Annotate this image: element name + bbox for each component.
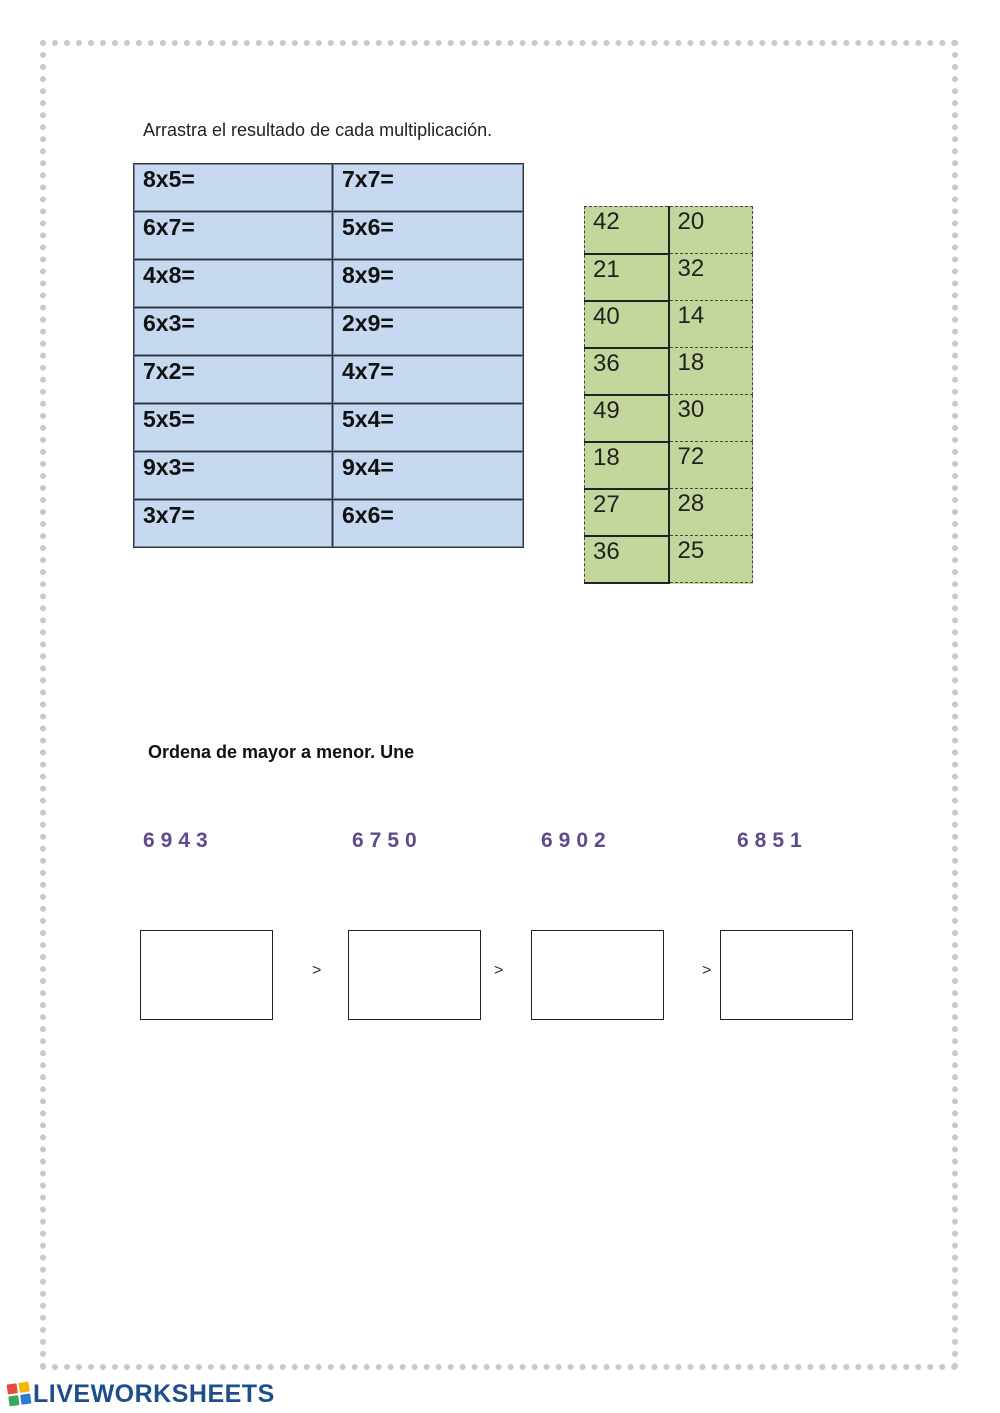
question-cell: 6x3= xyxy=(134,308,333,356)
question-cell: 3x7= xyxy=(134,500,333,548)
answer-tile[interactable]: 20 xyxy=(669,207,753,254)
answer-tile[interactable]: 14 xyxy=(669,301,753,348)
table-row xyxy=(134,164,524,212)
brand-name: LIVEWORKSHEETS xyxy=(33,1379,275,1408)
question-cell: 7x2= xyxy=(134,356,333,404)
question-cell: 4x7= xyxy=(333,356,524,404)
answer-tile[interactable]: 21 xyxy=(585,254,669,301)
question-cell: 2x9= xyxy=(333,308,524,356)
greater-than-symbol: > xyxy=(702,962,712,979)
order-number[interactable]: 6902 xyxy=(541,829,612,852)
table-row xyxy=(585,254,753,301)
multiplication-table xyxy=(133,163,524,548)
answer-tile[interactable]: 25 xyxy=(669,536,753,583)
answer-tile[interactable]: 30 xyxy=(669,395,753,442)
table-row xyxy=(585,301,753,348)
question-cell: 9x3= xyxy=(134,452,333,500)
instruction-drag-results: Arrastra el resultado de cada multiplicación. xyxy=(143,120,493,140)
answer-tile[interactable]: 32 xyxy=(669,254,753,301)
question-cell: 5x6= xyxy=(333,212,524,260)
table-row xyxy=(134,212,524,260)
table-row xyxy=(585,442,753,489)
table-row xyxy=(585,348,753,395)
answer-tile[interactable]: 42 xyxy=(585,207,669,254)
order-number[interactable]: 6943 xyxy=(143,829,214,852)
question-cell: 9x4= xyxy=(333,452,524,500)
answer-tile[interactable]: 27 xyxy=(585,489,669,536)
table-row xyxy=(134,404,524,452)
table-row xyxy=(585,395,753,442)
table-row xyxy=(585,489,753,536)
answer-tile[interactable]: 36 xyxy=(585,348,669,395)
answer-tile[interactable]: 72 xyxy=(669,442,753,489)
order-number[interactable]: 6750 xyxy=(352,829,423,852)
answer-tile[interactable]: 28 xyxy=(669,489,753,536)
drop-box[interactable] xyxy=(140,930,273,1020)
table-row xyxy=(585,207,753,254)
table-row xyxy=(585,536,753,583)
answer-tiles xyxy=(584,206,753,584)
answer-tile[interactable]: 18 xyxy=(585,442,669,489)
answer-tile[interactable]: 49 xyxy=(585,395,669,442)
table-row xyxy=(134,500,524,548)
instruction-order: Ordena de mayor a menor. Une xyxy=(148,742,415,762)
table-row xyxy=(134,308,524,356)
question-cell: 6x7= xyxy=(134,212,333,260)
question-cell: 7x7= xyxy=(333,164,524,212)
question-cell: 6x6= xyxy=(333,500,524,548)
greater-than-symbol: > xyxy=(312,962,322,979)
drop-box[interactable] xyxy=(348,930,481,1020)
question-cell: 8x9= xyxy=(333,260,524,308)
drop-box[interactable] xyxy=(531,930,664,1020)
answer-tile[interactable]: 18 xyxy=(669,348,753,395)
table-row xyxy=(134,452,524,500)
liveworksheets-logo xyxy=(8,1381,275,1407)
question-cell: 5x5= xyxy=(134,404,333,452)
question-cell: 4x8= xyxy=(134,260,333,308)
table-row xyxy=(134,356,524,404)
question-cell: 5x4= xyxy=(333,404,524,452)
drop-box[interactable] xyxy=(720,930,853,1020)
blocks-icon xyxy=(7,1382,32,1407)
question-cell: 8x5= xyxy=(134,164,333,212)
greater-than-symbol: > xyxy=(494,962,504,979)
answer-tile[interactable]: 36 xyxy=(585,536,669,583)
table-row xyxy=(134,260,524,308)
order-number[interactable]: 6851 xyxy=(737,829,808,852)
answer-tile[interactable]: 40 xyxy=(585,301,669,348)
